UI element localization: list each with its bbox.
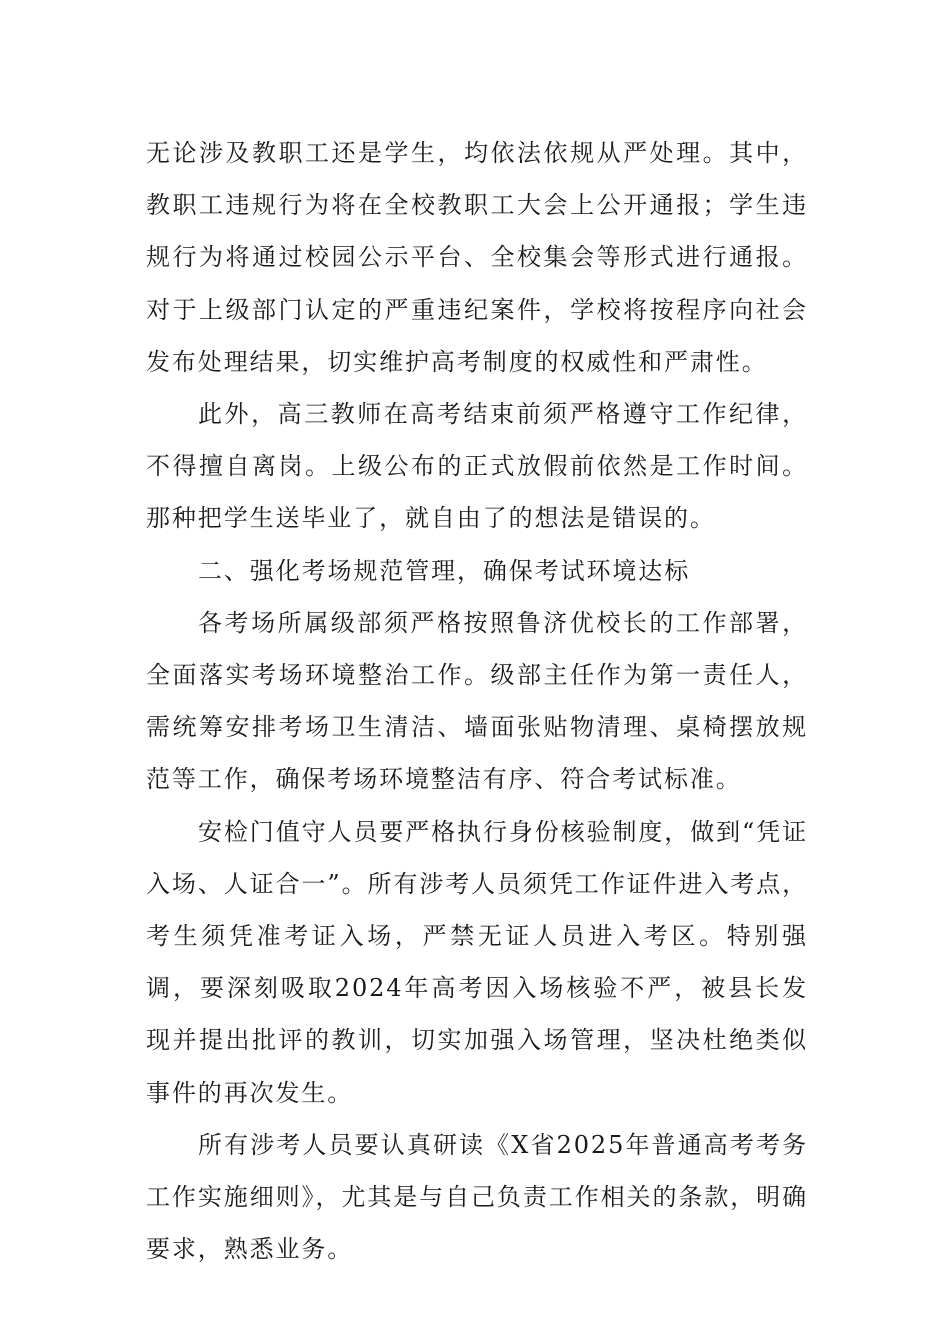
paragraph-security-check: 安检门值守人员要严格执行身份核验制度，做到“凭证入场、人证合一”。所有涉考人员须凭工作证件进入考点，考生须凭准考证入场，严禁无证人员进入考区。特别强调，要深刻吸取2024年高考因入场核验不严，被县长发现并提出批评的教训，切实加强入场管理，坚决杜绝类似事件的再次发生。 — [146, 817, 808, 1107]
paragraph-discipline-handling: 无论涉及教职工还是学生，均依法依规从严处理。其中，教职工违规行为将在全校教职工大会上公开通报；学生违规行为将通过校园公示平台、全校集会等形式进行通报。对于上级部门认定的严重违纪案件，学校将按程序向社会发布处理结果，切实维护高考制度的权威性和严肃性。 — [146, 139, 808, 376]
document-body — [146, 127, 808, 1275]
paragraph-teacher-discipline: 此外，高三教师在高考结束前须严格遵守工作纪律，不得擅自离岗。上级公布的正式放假前依然是工作时间。那种把学生送毕业了，就自由了的想法是错误的。 — [146, 400, 808, 533]
paragraph-exam-room-environment: 各考场所属级部须严格按照鲁济优校长的工作部署，全面落实考场环境整治工作。级部主任作为第一责任人，需统筹安排考场卫生清洁、墙面张贴物清理、桌椅摆放规范等工作，确保考场环境整洁有序、符合考试标准。 — [146, 608, 808, 794]
paragraph-study-rules: 所有涉考人员要认真研读《X省2025年普通高考考务工作实施细则》，尤其是与自己负责工作相关的条款，明确要求，熟悉业务。 — [146, 1130, 808, 1264]
section-heading-exam-room-management: 二、强化考场规范管理，确保考试环境达标 — [198, 556, 691, 585]
